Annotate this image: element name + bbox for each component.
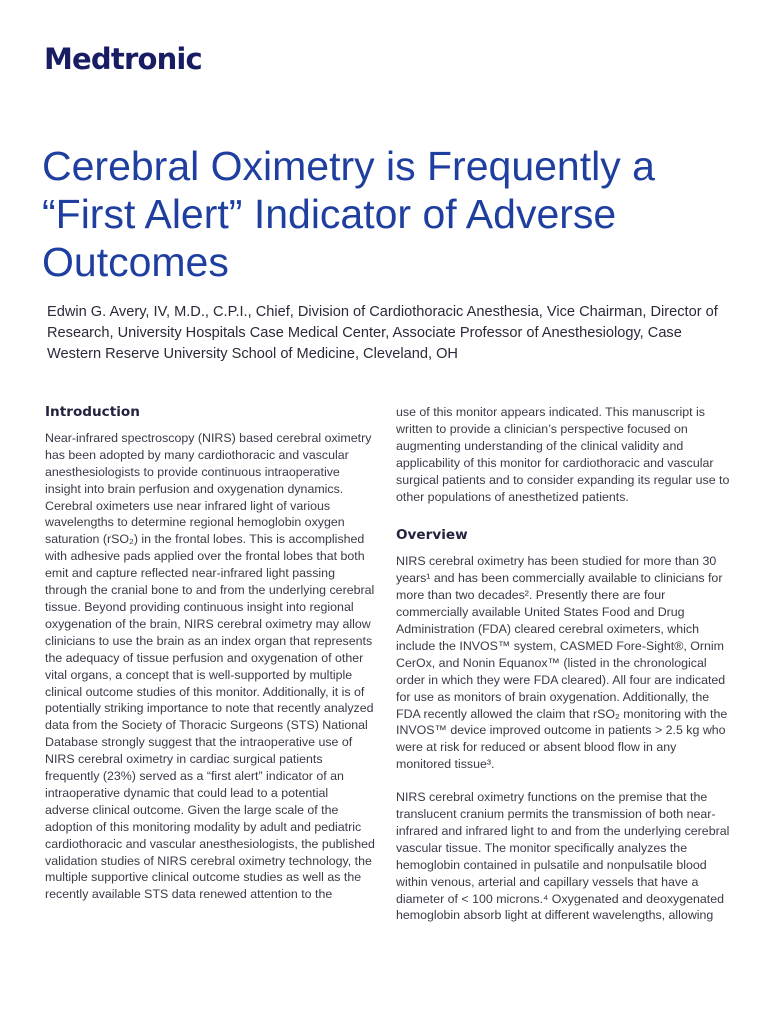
overview-paragraph-1: NIRS cerebral oximetry has been studied for more than 30 years¹ and has been commercially available to clinicians for more than two decades². Presently there are four commercially available United States Food and Drug Administration (FDA) cleared cerebral oximeters, which include the INVOS™ system, CASMED Fore-Sight®, Ornim CerOx, and Nonin Equanox™ (listed in the chronological order in which they were FDA cleared). All four are indicated for use as monitors of brain oxygenation. Additionally, the FDA recently allowed the claim that rSO₂ monitoring with the INVOS™ device improved outcome in patients > 2.5 kg who were at risk for reduced or absent blood flow in any monitored tissue³.: [396, 554, 728, 772]
left-column: [45, 404, 375, 903]
overview-heading: Overview: [396, 527, 468, 544]
medtronic-logo: Medtronic: [44, 42, 202, 76]
right-column: [396, 404, 731, 924]
introduction-continued: use of this monitor appears indicated. This manuscript is written to provide a clinician’s perspective focused on augmenting understanding of the clinical validity and applicability of this monitor for cardiothoracic and vascular surgical patients and to consider expanding its regular use to other populations of anesthetized patients.: [396, 405, 730, 504]
overview-paragraph-2: NIRS cerebral oximetry functions on the premise that the translucent cranium permits the transmission of both near-infrared and infrared light to and from the underlying cerebral vascular tissue. The monitor specifically analyzes the hemoglobin contained in pulsatile and nonpulsatile blood within venous, arterial and capillary vessels that have a diameter of < 100 microns.⁴ Oxygenated and deoxygenated hemoglobin absorb light at different wavelengths, allowing: [396, 790, 730, 923]
page-title: Cerebral Oximetry is Frequently a “First Alert” Indicator of Adverse Outcomes: [42, 143, 655, 285]
introduction-heading: Introduction: [45, 404, 140, 420]
introduction-body: Near-infrared spectroscopy (NIRS) based cerebral oximetry has been adopted by many cardiothoracic and vascular anesthesiologists to provide continuous intraoperative insight into brain perfusion and oxygenation dynamics. Cerebral oximeters use near infrared light of various wavelengths to determine regional hemoglobin oxygen saturation (rSO₂) in the frontal lobes. This is accomplished with adhesive pads applied over the frontal lobes that both emit and capture reflected near-infrared light passing through the cranial bone to and from the underlying cerebral tissue. Beyond providing continuous insight into regional oxygenation of the brain, NIRS cerebral oximetry may allow clinicians to use the brain as an index organ that represents the adequacy of tissue perfusion and oxygenation of other vital organs, a concept that is well-supported by multiple clinical outcome studies of this monitor. Additionally, it is of potentially striking importance to note that recently analyzed data from the Society of Thoracic Surgeons (STS) National Database strongly suggest that the intraoperative use of NIRS cerebral oximetry in cardiac surgical patients frequently (23%) served as a “first alert” indicator of an intraoperative dynamic that could lead to a potential adverse clinical outcome. Given the large scale of the adoption of this monitoring modality by adult and pediatric cardiothoracic and vascular anesthesiologists, the published validation studies of NIRS cerebral oximetry technology, the multiple supportive clinical outcome studies as well as the recently available STS data renewed attention to the: [45, 430, 375, 902]
author-affiliation: Edwin G. Avery, IV, M.D., C.P.I., Chief, Division of Cardiothoracic Anesthesia, Vice Chairman, Director of Research, University Hospitals Case Medical Center, Associate Professor of Anesthesiology, Case Western Reserve University School of Medicine, Cleveland, OH: [47, 304, 718, 362]
